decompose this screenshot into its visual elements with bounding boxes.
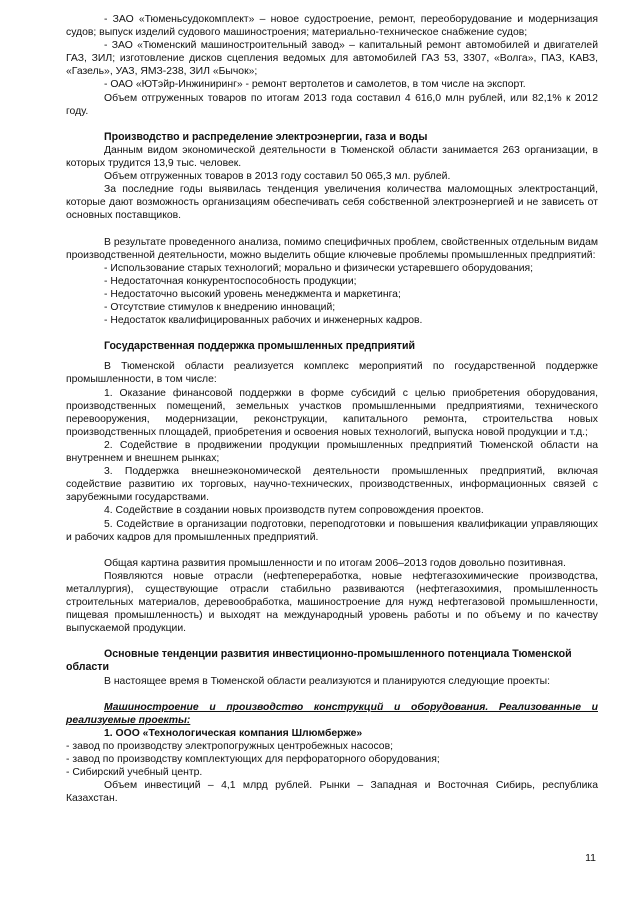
- company-schlumberger: 1. ООО «Технологическая компания Шлюмберже»: [104, 727, 363, 739]
- heading-energy-section: Производство и распределение электроэнергии, газа и воды: [104, 130, 428, 143]
- paragraph-shipped-goods-2013: Объем отгруженных товаров по итогам 2013 года составил 4 616,0 млн рублей, или 82,1% к 2012 году.: [66, 92, 598, 117]
- list-item: 3. Поддержка внешнеэкономической деятельности промышленных предприятий, включая содействие развитию их торговых, научно-технических, производственных, информационных связей с зарубежными государствами.: [66, 466, 598, 504]
- plants-list: [66, 740, 598, 779]
- paragraph-new-industries: Появляются новые отрасли (нефтепереработка, новые нефтегазохимические производства, металлургия), существующие отрасли стабильно развиваются (нефтегазохимия, промышленность строительных материалов, деревообработка, машиностроение для нужд нефтегазовой промышленности, пищевая промышленность) и выходят на международный уровень работы и по объему и по качеству выпускаемой продукции.: [66, 570, 598, 635]
- paragraph-energy-volume: Объем отгруженных товаров в 2013 году составил 50 065,3 мл. рублей.: [104, 171, 451, 183]
- paragraph-tyumen-machine-plant: - ЗАО «Тюменский машиностроительный завод» – капитальный ремонт автомобилей и двигателей ГАЗ, ЗИЛ; изготовление дисков сцепления ведомых для автомобилей ГАЗ 53, 3307, «Волга», ПАЗ, КАВЗ, «Газель», УАЗ, ЯМЗ-238, ЗИЛ «Бычок»;: [66, 40, 598, 78]
- paragraph-energy-organizations: Данным видом экономической деятельности в Тюменской области занимается 263 организации, в которых трудится 13,9 тыс. человек.: [66, 144, 598, 170]
- list-item: 5. Содействие в организации подготовки, переподготовки и повышения квалификации управляющих и рабочих кадров для промышленных предприятий.: [66, 518, 598, 543]
- paragraph-utair-engineering: - ОАО «ЮТэйр-Инжиниринг» - ремонт вертолетов и самолетов, в том числе на экспорт.: [104, 79, 526, 91]
- list-item: - Недостаточно высокий уровень менеджмента и маркетинга;: [104, 288, 401, 300]
- paragraph-investment-volume: Объем инвестиций – 4,1 млрд рублей. Рынки – Западная и Восточная Сибирь, республика Казахстан.: [66, 780, 598, 805]
- heading-machine-building-projects: Машиностроение и производство конструкций и оборудования. Реализованные и реализуемые проекты:: [66, 701, 598, 726]
- list-item: - завод по производству комплектующих для перфораторного оборудования;: [66, 754, 440, 766]
- list-item: - Использование старых технологий; морально и физически устаревшего оборудования;: [104, 262, 534, 274]
- list-item: - Сибирский учебный центр.: [66, 767, 203, 779]
- page-number: 11: [585, 852, 596, 864]
- measures-list: [66, 387, 598, 544]
- paragraph-power-plants-trend: За последние годы выявилась тенденция увеличения количества маломощных электростанций, которые дают возможность организациям обеспечивать себя собственной электроэнергией и не зависеть от основных поставщиков.: [66, 184, 598, 222]
- list-item: - Недостаток квалифицированных рабочих и инженерных кадров.: [104, 315, 423, 327]
- list-item: - Отсутствие стимулов к внедрению инноваций;: [104, 301, 336, 313]
- heading-state-support: Государственная поддержка промышленных предприятий: [104, 340, 415, 353]
- list-item: - завод по производству электропогружных центробежных насосов;: [66, 741, 393, 753]
- heading-investment-trends: Основные тенденции развития инвестиционно-промышленного потенциала Тюменской области: [66, 648, 572, 674]
- paragraph-projects-intro: В настоящее время в Тюменской области реализуются и планируются следующие проекты:: [104, 675, 550, 687]
- paragraph-overall-picture: Общая картина развития промышленности и по итогам 2006–2013 годов довольно позитивная.: [104, 557, 566, 569]
- list-item: 4. Содействие в создании новых производств путем сопровождения проектов.: [104, 505, 484, 517]
- paragraph-tyumensudokomplekt: - ЗАО «Тюменьсудокомплект» – новое судостроение, ремонт, переоборудование и модернизация судов; выпуск изделий судового машиностроения; материально-техническое снабжение судов;: [66, 14, 598, 39]
- paragraph-support-intro: В Тюменской области реализуется комплекс мероприятий по государственной поддержке промышленности, в том числе:: [66, 361, 598, 386]
- paragraph-analysis-intro: В результате проведенного анализа, помимо специфичных проблем, свойственных отдельным видам производственной деятельности, можно выделить общие ключевые проблемы промышленных предприятий:: [66, 236, 598, 261]
- problems-list: [66, 262, 598, 327]
- list-item: 1. Оказание финансовой поддержки в форме субсидий с целью приобретения оборудования, производственных помещений, земельных участков промышленными предприятиями, технического перевооружения, модернизации, реконструкции, капитального ремонта, строительства новых производственных площадей, приобретения и освоения новых технологий, выпуска новой продукции и т.д.;: [66, 387, 598, 438]
- list-item: - Недостаточная конкурентоспособность продукции;: [104, 275, 357, 287]
- list-item: 2. Содействие в продвижении продукции промышленных предприятий Тюменской области на внутреннем и внешнем рынках;: [66, 439, 598, 465]
